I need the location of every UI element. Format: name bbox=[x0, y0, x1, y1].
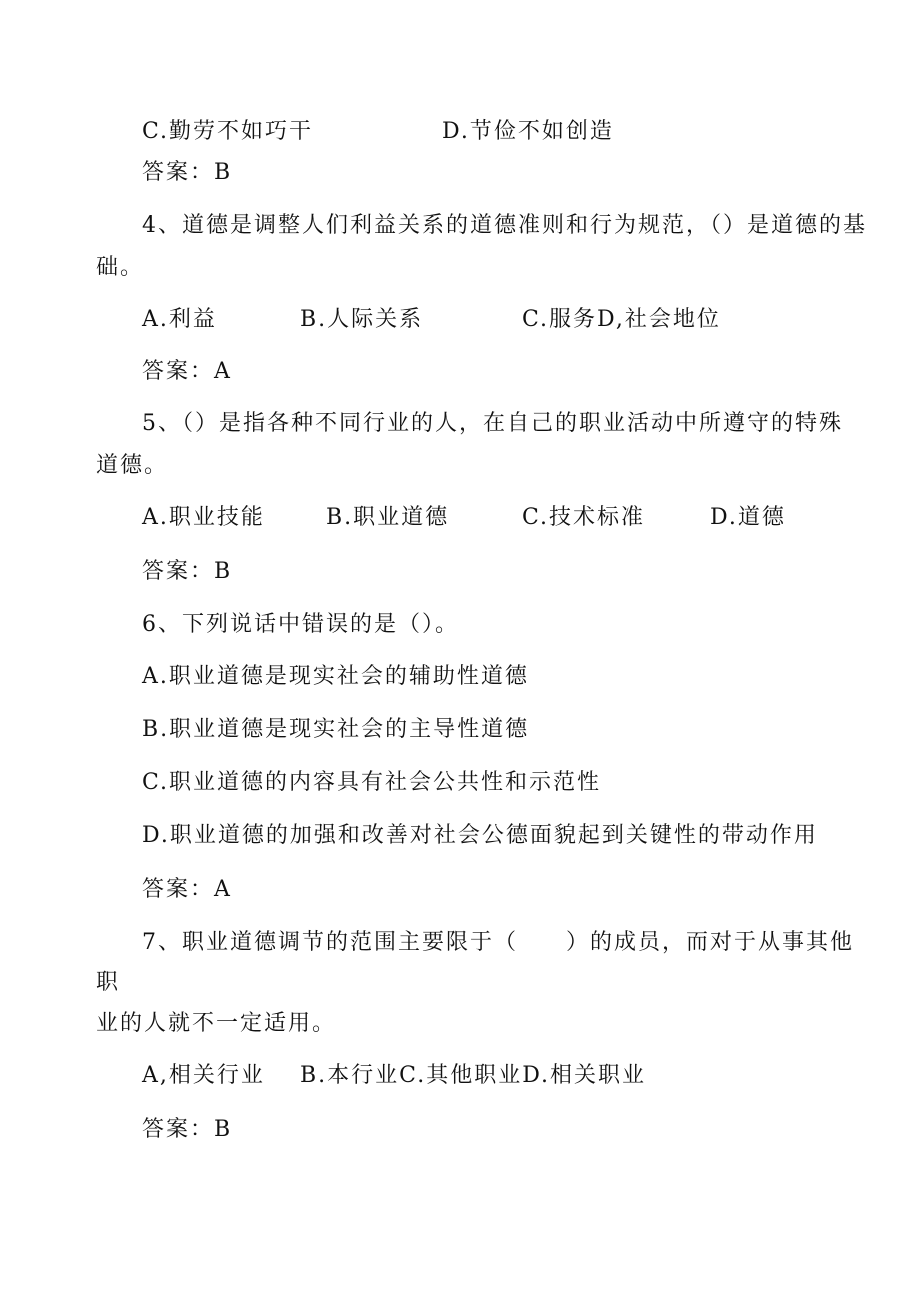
q6-option-c: C.职业道德的内容具有社会公共性和示范性 bbox=[142, 770, 602, 795]
q6-stem: 6、下列说话中错误的是（）。 bbox=[142, 612, 459, 637]
q5-option-a: A.职业技能 bbox=[142, 505, 265, 530]
q4-answer: 答案：A bbox=[142, 359, 232, 384]
q4-option-cd: C.服务D,社会地位 bbox=[522, 307, 721, 332]
q3-option-d: D.节俭不如创造 bbox=[442, 119, 614, 144]
q3-answer: 答案：B bbox=[142, 160, 233, 185]
q5-stem-line2: 道德。 bbox=[96, 453, 169, 478]
q3-option-c: C.勤劳不如巧干 bbox=[142, 119, 314, 144]
q7-option-bcd: B.本行业C.其他职业D.相关职业 bbox=[300, 1063, 647, 1088]
q5-option-b: B.职业道德 bbox=[326, 505, 450, 530]
q7-stem-line2: 职 bbox=[96, 970, 121, 995]
q5-stem-line1: 5、（）是指各种不同行业的人，在自己的职业活动中所遵守的特殊 bbox=[142, 411, 843, 436]
q4-option-b: B.人际关系 bbox=[300, 307, 424, 332]
q4-stem-line1: 4、道德是调整人们利益关系的道德准则和行为规范，（）是道德的基 bbox=[142, 213, 867, 238]
q7-stem-line1: 7、职业道德调节的范围主要限于（ ）的成员，而对于从事其他 bbox=[142, 930, 854, 955]
q6-option-a: A.职业道德是现实社会的辅助性道德 bbox=[142, 664, 529, 689]
q7-stem-line3: 业的人就不一定适用。 bbox=[96, 1011, 337, 1036]
q4-stem-line2: 础。 bbox=[96, 255, 145, 280]
q5-option-d: D.道德 bbox=[710, 505, 786, 530]
q6-option-b: B.职业道德是现实社会的主导性道德 bbox=[142, 717, 530, 742]
q6-answer: 答案：A bbox=[142, 877, 232, 902]
q4-option-a: A.利益 bbox=[142, 307, 217, 332]
q5-option-c: C.技术标准 bbox=[522, 505, 646, 530]
q6-option-d: D.职业道德的加强和改善对社会公德面貌起到关键性的带动作用 bbox=[142, 823, 818, 848]
q7-answer: 答案：B bbox=[142, 1117, 233, 1142]
q5-answer: 答案：B bbox=[142, 559, 233, 584]
q7-option-a: A,相关行业 bbox=[142, 1063, 265, 1088]
